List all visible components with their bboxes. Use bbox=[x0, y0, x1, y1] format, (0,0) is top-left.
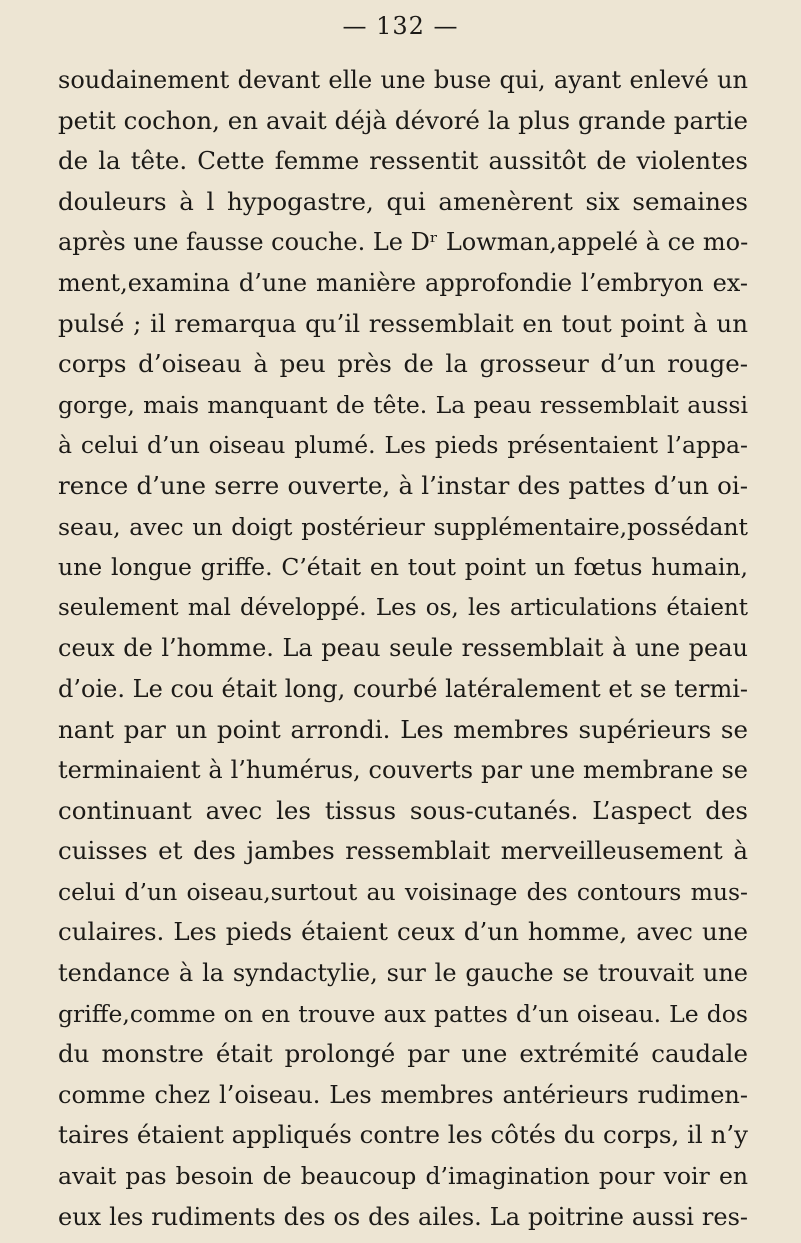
text-line: après une fausse couche. Le Dʳ Lowman,appelé à ce mo- bbox=[58, 228, 748, 257]
text-line: culaires. Les pieds étaient ceux d’un homme, avec une bbox=[58, 917, 748, 947]
text-line: avait pas besoin de beaucoup d’imagination pour voir en bbox=[58, 1162, 748, 1191]
text-line: à celui d’un oiseau plumé. Les pieds présentaient l’appa- bbox=[58, 431, 748, 460]
text-line: comme chez l’oiseau. Les membres antérieurs rudimen- bbox=[58, 1080, 748, 1109]
text-line: ceux de l’homme. La peau seule ressemblait à une peau bbox=[58, 634, 748, 663]
text-line: gorge, mais manquant de tête. La peau ressemblait aussi bbox=[58, 390, 748, 419]
text-line: une longue griffe. C’était en tout point un fœtus humain, bbox=[58, 553, 748, 582]
text-line: ment,examina d’une manière approfondie l’embryon ex- bbox=[58, 268, 748, 297]
text-line: corps d’oiseau à peu près de la grosseur d’un rouge- bbox=[58, 349, 748, 379]
text-line: tendance à la syndactylie, sur le gauche se trouvait une bbox=[58, 959, 748, 988]
text-line: d’oie. Le cou était long, courbé latéralement et se termi- bbox=[58, 674, 748, 703]
body-text bbox=[58, 60, 748, 1237]
text-line: continuant avec les tissus sous-cutanés. L’aspect des bbox=[58, 795, 748, 825]
text-line: celui d’un oiseau,surtout au voisinage des contours mus- bbox=[58, 877, 748, 906]
text-line: douleurs à l hypogastre, qui amenèrent six semaines bbox=[58, 186, 748, 216]
text-line: petit cochon, en avait déjà dévoré la plus grande partie bbox=[58, 105, 748, 135]
text-line: du monstre était prolongé par une extrémité caudale bbox=[58, 1039, 748, 1069]
text-line: eux les rudiments des os des ailes. La poitrine aussi res- bbox=[58, 1202, 748, 1231]
text-line: griffe,comme on en trouve aux pattes d’un oiseau. Le dos bbox=[58, 999, 748, 1028]
text-line: de la tête. Cette femme ressentit aussitôt de violentes bbox=[58, 146, 748, 176]
text-line: rence d’une serre ouverte, à l’instar des pattes d’un oi- bbox=[58, 470, 748, 500]
text-line: soudainement devant elle une buse qui, ayant enlevé un bbox=[58, 66, 748, 94]
page-number: — 132 — bbox=[342, 12, 459, 40]
text-line: seau, avec un doigt postérieur supplémentaire,possédant bbox=[58, 512, 748, 541]
text-line: taires étaient appliqués contre les côtés du corps, il n’y bbox=[58, 1120, 748, 1150]
text-line: nant par un point arrondi. Les membres supérieurs se bbox=[58, 714, 748, 744]
text-line: pulsé ; il remarqua qu’il ressemblait en tout point à un bbox=[58, 308, 748, 338]
text-line: terminaient à l’humérus, couverts par une membrane se bbox=[58, 756, 748, 785]
text-line: seulement mal développé. Les os, les articulations étaient bbox=[58, 594, 748, 621]
text-line: cuisses et des jambes ressemblait merveilleusement à bbox=[58, 836, 748, 866]
